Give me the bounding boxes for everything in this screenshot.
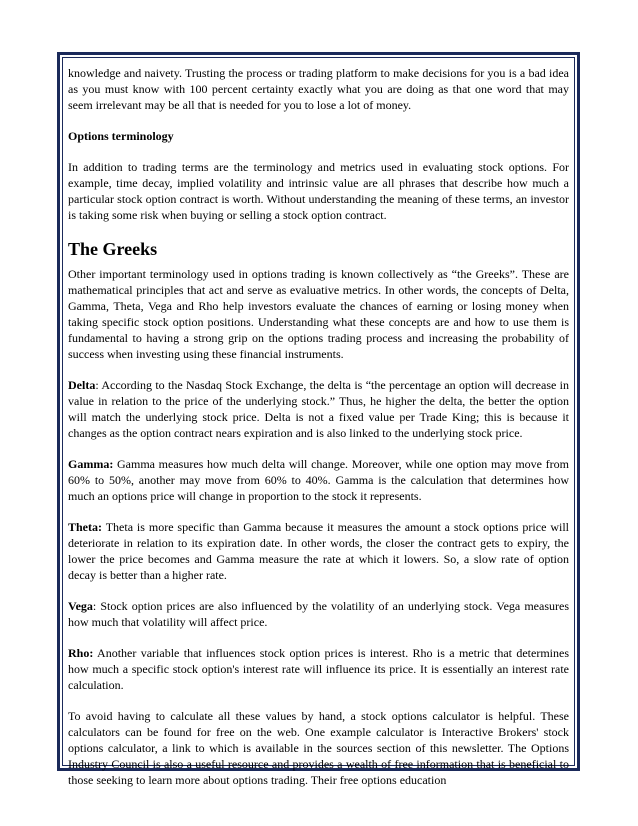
vega-paragraph [68,598,569,630]
delta-term: Delta [68,378,96,392]
greeks-paragraph: Other important terminology used in options trading is known collectively as “the Greeks”. These are mathematical principles that act and serve as evaluative metrics. In other words, the concepts of Delta, Gamma, Theta, Vega and Rho help investors evaluate the chances of earning or losing money when taking specific stock option positions. Understanding what these concepts are and how to use them is fundamental to having a strong grip on the options trading process and increasing the probability of success when investing using these financial instruments. [68,267,569,361]
gamma-text: Gamma measures how much delta will change. Moreover, while one option may move from 60% to 50%, another may move from 60% to 40%. Gamma is the calculation that determines how much an options price will change in proportion to the stock it represents. [68,457,569,503]
options-terminology-paragraph: In addition to trading terms are the terminology and metrics used in evaluating stock options. For example, time decay, implied volatility and intrinsic value are all phrases that describe how much a particular stock option contract is worth. Without understanding the meaning of these terms, an investor is taking some risk when buying or selling a stock option contract. [68,160,569,222]
delta-text: : According to the Nasdaq Stock Exchange, the delta is “the percentage an option will decrease in value in relation to the price of the underlying stock.” Thus, he higher the delta, the better the option will match the underlying stock price. Delta is not a fixed value per Trade King; this is because it changes as the option contract nears expiration and is also linked to the underlying stock price. [68,378,569,440]
options-terminology-heading: Options terminology [68,129,174,143]
theta-text: Theta is more specific than Gamma because it measures the amount a stock options price will deteriorate in relation to its expiration date. In other words, the closer the contract gets to expiry, the lower the price becomes and Gamma measure the rate at which it lowers. So, a slow rate of option decay is better than a higher rate. [68,520,569,582]
calculator-paragraph: To avoid having to calculate all these values by hand, a stock options calculator is helpful. These calculators can be found for free on the web. One example calculator is Interactive Brokers' stock options calculator, a link to which is available in the sources section of this newsletter. The Options Industry Council is also a useful resource and provides a wealth of free information that is beneficial to those seeking to learn more about options trading. Their free options education [68,709,569,787]
intro-paragraph: knowledge and naivety. Trusting the process or trading platform to make decisions for you is a bad idea as you must know with 100 percent certainty exactly what you are doing as that one word that may seem irrelevant may be all that is needed for you to lose a lot of money. [68,66,569,112]
rho-paragraph [68,645,569,693]
document-body [68,58,569,787]
rho-term: Rho: [68,646,94,660]
gamma-term: Gamma: [68,457,114,471]
vega-term: Vega [68,599,93,613]
theta-term: Theta: [68,520,102,534]
rho-text: Another variable that influences stock option prices is interest. Rho is a metric that determines how much a specific stock option's interest rate will influence its price. It is essentially an interest rate calculation. [68,646,569,692]
vega-text: : Stock option prices are also influenced by the volatility of an underlying stock. Vega measures how much that volatility will affect price. [68,599,569,629]
greeks-heading: The Greeks [68,239,158,259]
gamma-paragraph [68,456,569,504]
theta-paragraph [68,519,569,583]
delta-paragraph [68,377,569,441]
